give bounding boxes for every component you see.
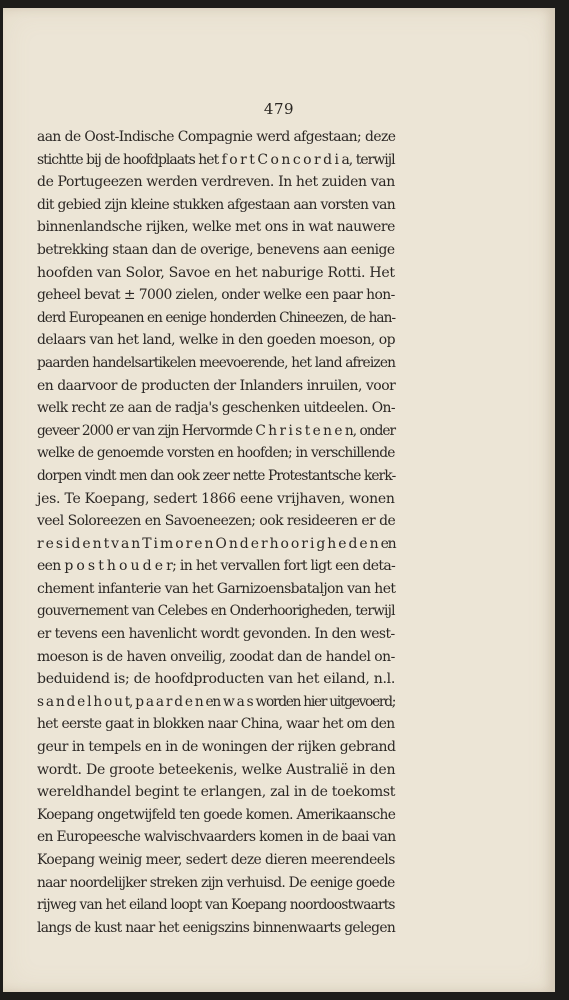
text-line: geur in tempels en in de woningen der rijken gebrand: [37, 739, 396, 756]
text-line: hoofden van Solor, Savoe en het naburige Rotti. Het: [37, 264, 395, 281]
text-line: het eerste gaat in blokken naar China, waar het om den: [37, 716, 395, 733]
text-line: Koepang ongetwijfeld ten goede komen. Amerikaansche: [37, 806, 396, 823]
text-line: naar noordelijker streken zijn verhuisd. De eenige goede: [37, 874, 395, 891]
body-text: [37, 126, 395, 939]
text-line: betrekking staan dan de overige, benevens aan eenige: [37, 241, 395, 258]
text-line: er tevens een havenlicht wordt gevonden. In den west-: [37, 626, 395, 643]
text-line: moeson is de haven onveilig, zoodat dan de handel on-: [37, 648, 395, 665]
text-line: geheel bevat ± 7000 zielen, onder welke een paar hon-: [37, 287, 395, 304]
text-line: geveer 2000 er van zijn Hervormde C h r i s t e n e n, onder: [37, 422, 396, 439]
text-line: langs de kust naar het eenigszins binnenwaarts gelegen: [37, 919, 396, 936]
text-line: en daarvoor de producten der Inlanders inruilen, voor: [37, 377, 396, 394]
text-line: gouvernement van Celebes en Onderhoorigheden, terwijl: [37, 603, 395, 620]
text-line: beduidend is; de hoofdproducten van het eiland, n.l.: [37, 671, 396, 688]
text-line: binnenlandsche rijken, welke met ons in wat nauwere: [37, 219, 395, 236]
text-line: stichtte bij de hoofdplaats het f o r t C o n c o r d i a, terwijl: [37, 151, 395, 168]
text-line: en Europeesche walvischvaarders komen in de baai van: [37, 829, 396, 846]
text-line: rijweg van het eiland loopt van Koepang noordoostwaarts: [37, 897, 395, 914]
text-line: Koepang weinig meer, sedert deze dieren meerendeels: [37, 852, 395, 868]
text-line: veel Soloreezen en Savoeneezen; ook resideeren er de: [37, 513, 396, 530]
text-line: r e s i d e n t v a n T i m o r e n O n d e r h o o r i g h e d e n en: [37, 535, 396, 552]
text-line: chement infanterie van het Garnizoensbataljon van het: [37, 580, 396, 597]
text-line: paarden handelsartikelen meevoerende, het land afreizen: [37, 354, 396, 371]
text-line: een p o s t h o u d e r; in het vervallen fort ligt een deta-: [37, 558, 396, 575]
book-page: [3, 8, 555, 992]
text-line: jes. Te Koepang, sedert 1866 eene vrijhaven, wonen: [37, 490, 395, 507]
text-line: welke de genoemde vorsten en hoofden; in verschillende: [37, 445, 395, 462]
text-line: derd Europeanen en eenige honderden Chineezen, de han-: [37, 309, 396, 326]
text-line: aan de Oost-Indische Compagnie werd afgestaan; deze: [37, 129, 396, 145]
page-number: 479: [263, 100, 295, 118]
text-line: dorpen vindt men dan ook zeer nette Protestantsche kerk-: [37, 467, 396, 484]
text-line: welk recht ze aan de radja's geschenken uitdeelen. On-: [37, 400, 395, 417]
text-line: de Portugeezen werden verdreven. In het zuiden van: [37, 174, 395, 191]
text-line: delaars van het land, welke in den goeden moeson, op: [37, 332, 396, 349]
text-line: wordt. De groote beteekenis, welke Australië in den: [37, 761, 396, 778]
text-line: dit gebied zijn kleine stukken afgestaan aan vorsten van: [37, 196, 395, 213]
text-line: s a n d e l h o u t, p a a r d e n en w a s worden hier uitgevoerd;: [37, 693, 396, 710]
text-line: wereldhandel begint te erlangen, zal in de toekomst: [37, 784, 396, 801]
